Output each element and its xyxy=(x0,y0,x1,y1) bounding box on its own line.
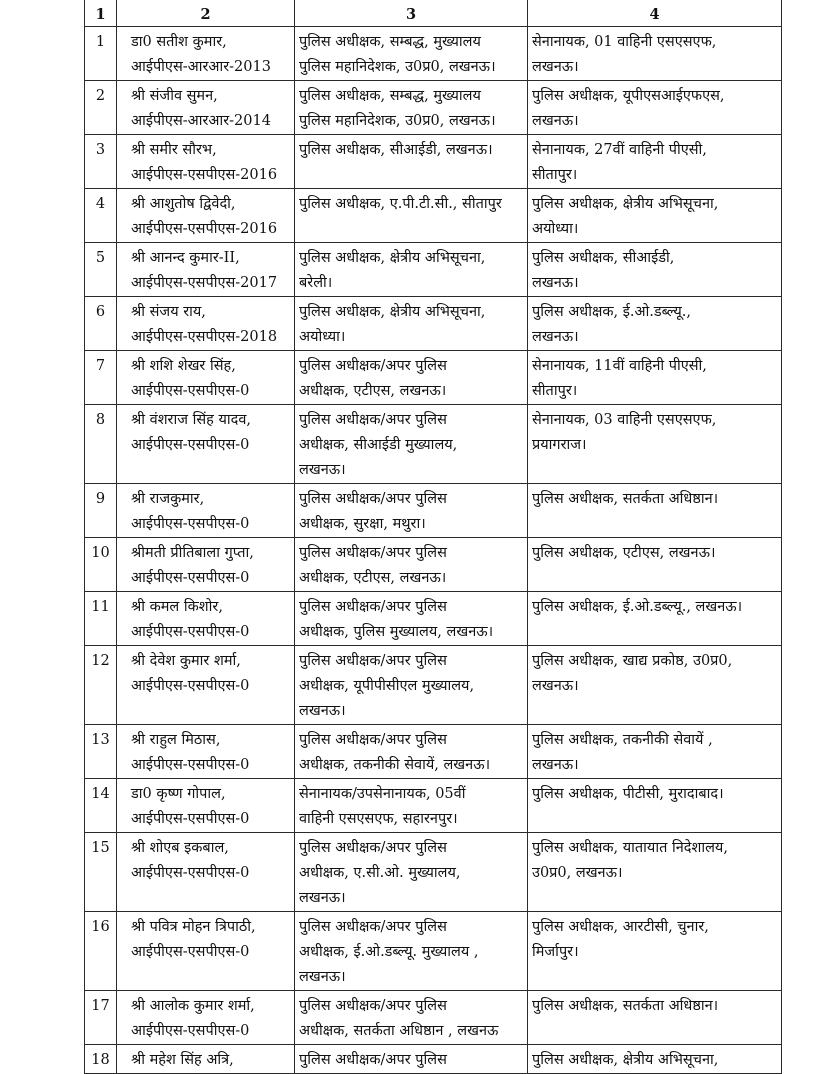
new-posting-cell xyxy=(528,646,782,725)
current-posting-line: वाहिनी एसएसएफ, सहारनपुर। xyxy=(299,811,458,827)
header-cell-1: 1 xyxy=(85,0,117,27)
table-row xyxy=(85,405,782,484)
table-row xyxy=(85,81,782,135)
current-posting-line: बरेली। xyxy=(299,275,333,291)
new-posting-line: उ0प्र0, लखनऊ। xyxy=(532,865,623,881)
table-row xyxy=(85,27,782,81)
serial-number-cell: 14 xyxy=(85,779,117,833)
new-posting-cell xyxy=(528,991,782,1045)
officer-name-line: श्री महेश सिंह अत्रि, xyxy=(131,1052,234,1068)
table-row xyxy=(85,189,782,243)
new-posting-line: पुलिस अधीक्षक, क्षेत्रीय अभिसूचना, xyxy=(532,1052,719,1068)
new-posting-cell xyxy=(528,833,782,912)
new-posting-line: सेनानायक, 27वीं वाहिनी पीएसी, xyxy=(532,142,707,158)
new-posting-line: सीतापुर। xyxy=(532,383,578,399)
officer-name-cell xyxy=(117,1045,295,1074)
officer-name-cell xyxy=(117,297,295,351)
serial-number-cell: 13 xyxy=(85,725,117,779)
new-posting-cell xyxy=(528,1045,782,1074)
header-cell-2: 2 xyxy=(117,0,295,27)
new-posting-line: सेनानायक, 11वीं वाहिनी पीएसी, xyxy=(532,358,707,374)
new-posting-cell xyxy=(528,243,782,297)
officer-name-line: श्री आलोक कुमार शर्मा, xyxy=(131,998,255,1014)
serial-number-cell: 16 xyxy=(85,912,117,991)
current-posting-line: पुलिस अधीक्षक/अपर पुलिस xyxy=(299,412,447,428)
officer-name-line: श्री आनन्द कुमार-II, xyxy=(131,250,240,266)
current-posting-cell xyxy=(295,81,528,135)
current-posting-line: अधीक्षक, एटीएस, लखनऊ। xyxy=(299,570,447,586)
officer-name-line: आईपीएस-एसपीएस-0 xyxy=(131,811,250,827)
current-posting-line: पुलिस महानिदेशक, उ0प्र0, लखनऊ। xyxy=(299,59,496,75)
new-posting-cell xyxy=(528,297,782,351)
serial-number-cell: 1 xyxy=(85,27,117,81)
new-posting-line: प्रयागराज। xyxy=(532,437,587,453)
officer-name-line: श्री देवेश कुमार शर्मा, xyxy=(131,653,241,669)
current-posting-line: पुलिस अधीक्षक/अपर पुलिस xyxy=(299,599,447,615)
current-posting-line: पुलिस अधीक्षक/अपर पुलिस xyxy=(299,653,447,669)
officer-name-cell xyxy=(117,725,295,779)
current-posting-cell xyxy=(295,912,528,991)
table-row xyxy=(85,135,782,189)
new-posting-line: पुलिस अधीक्षक, सतर्कता अधिष्ठान। xyxy=(532,491,719,507)
current-posting-cell xyxy=(295,297,528,351)
new-posting-cell xyxy=(528,135,782,189)
current-posting-line: अधीक्षक, ए.सी.ओ. मुख्यालय, xyxy=(299,865,461,881)
new-posting-cell xyxy=(528,189,782,243)
serial-number-cell: 11 xyxy=(85,592,117,646)
current-posting-line: पुलिस अधीक्षक, सम्बद्ध, मुख्यालय xyxy=(299,88,481,104)
serial-number-cell: 12 xyxy=(85,646,117,725)
officer-name-line: डा0 सतीश कुमार, xyxy=(131,34,227,50)
new-posting-line: पुलिस अधीक्षक, यातायात निदेशालय, xyxy=(532,840,728,856)
current-posting-line: पुलिस अधीक्षक, सम्बद्ध, मुख्यालय xyxy=(299,34,481,50)
officer-name-line: श्री संजीव सुमन, xyxy=(131,88,218,104)
new-posting-line: पुलिस अधीक्षक, तकनीकी सेवायें , xyxy=(532,732,713,748)
table-row xyxy=(85,243,782,297)
officer-name-cell xyxy=(117,27,295,81)
officer-name-line: श्री पवित्र मोहन त्रिपाठी, xyxy=(131,919,256,935)
current-posting-line: लखनऊ। xyxy=(299,462,346,478)
new-posting-line: पुलिस अधीक्षक, एटीएस, लखनऊ। xyxy=(532,545,716,561)
officer-name-cell xyxy=(117,779,295,833)
serial-number-cell: 3 xyxy=(85,135,117,189)
serial-number-cell: 9 xyxy=(85,484,117,538)
current-posting-line: अधीक्षक, एटीएस, लखनऊ। xyxy=(299,383,447,399)
officer-name-cell xyxy=(117,991,295,1045)
new-posting-cell xyxy=(528,538,782,592)
officer-name-line: आईपीएस-एसपीएस-2018 xyxy=(131,329,278,345)
officer-name-line: श्रीमती प्रीतिबाला गुप्ता, xyxy=(131,545,254,561)
officer-name-line: श्री आशुतोष द्विवेदी, xyxy=(131,196,236,212)
officer-name-cell xyxy=(117,592,295,646)
new-posting-cell xyxy=(528,27,782,81)
officer-name-line: आईपीएस-एसपीएस-0 xyxy=(131,516,250,532)
officer-name-cell xyxy=(117,189,295,243)
current-posting-cell xyxy=(295,351,528,405)
officer-name-line: श्री कमल किशोर, xyxy=(131,599,223,615)
new-posting-cell xyxy=(528,779,782,833)
current-posting-line: अधीक्षक, सतर्कता अधिष्ठान , लखनऊ xyxy=(299,1023,499,1039)
current-posting-line: पुलिस अधीक्षक, ए.पी.टी.सी., सीतापुर xyxy=(299,196,502,212)
officer-name-line: आईपीएस-एसपीएस-0 xyxy=(131,437,250,453)
header-row xyxy=(85,0,782,27)
new-posting-line: मिर्जापुर। xyxy=(532,944,579,960)
officer-name-cell xyxy=(117,646,295,725)
officer-name-line: श्री राजकुमार, xyxy=(131,491,205,507)
officer-name-cell xyxy=(117,484,295,538)
new-posting-line: पुलिस अधीक्षक, क्षेत्रीय अभिसूचना, xyxy=(532,196,719,212)
officer-name-line: आईपीएस-एसपीएस-0 xyxy=(131,757,250,773)
transfer-table xyxy=(84,0,782,1074)
current-posting-line: अधीक्षक, सुरक्षा, मथुरा। xyxy=(299,516,426,532)
officer-name-line: आईपीएस-एसपीएस-2017 xyxy=(131,275,278,291)
current-posting-line: पुलिस अधीक्षक, क्षेत्रीय अभिसूचना, xyxy=(299,250,486,266)
table-row xyxy=(85,646,782,725)
current-posting-line: अधीक्षक, ई.ओ.डब्ल्यू. मुख्यालय , xyxy=(299,944,479,960)
new-posting-cell xyxy=(528,912,782,991)
officer-name-line: श्री शोएब इकबाल, xyxy=(131,840,229,856)
current-posting-line: सेनानायक/उपसेनानायक, 05वीं xyxy=(299,786,466,802)
current-posting-line: पुलिस अधीक्षक/अपर पुलिस xyxy=(299,545,447,561)
officer-name-line: आईपीएस-एसपीएस-0 xyxy=(131,1023,250,1039)
officer-name-cell xyxy=(117,135,295,189)
new-posting-line: पुलिस अधीक्षक, सीआईडी, xyxy=(532,250,675,266)
table-body xyxy=(85,0,782,1074)
current-posting-cell xyxy=(295,1045,528,1074)
serial-number-cell: 18 xyxy=(85,1045,117,1074)
officer-name-cell xyxy=(117,405,295,484)
officer-name-cell xyxy=(117,538,295,592)
serial-number-cell: 7 xyxy=(85,351,117,405)
serial-number-cell: 10 xyxy=(85,538,117,592)
current-posting-line: अधीक्षक, यूपीपीसीएल मुख्यालय, xyxy=(299,678,475,694)
new-posting-line: पुलिस अधीक्षक, खाद्य प्रकोष्ठ, उ0प्र0, xyxy=(532,653,733,669)
new-posting-line: पुलिस अधीक्षक, सतर्कता अधिष्ठान। xyxy=(532,998,719,1014)
table-row xyxy=(85,725,782,779)
header-cell-3: 3 xyxy=(295,0,528,27)
new-posting-cell xyxy=(528,592,782,646)
current-posting-cell xyxy=(295,538,528,592)
officer-name-cell xyxy=(117,81,295,135)
new-posting-line: सेनानायक, 03 वाहिनी एसएसएफ, xyxy=(532,412,717,428)
officer-name-line: आईपीएस-एसपीएस-0 xyxy=(131,383,250,399)
current-posting-line: पुलिस अधीक्षक/अपर पुलिस xyxy=(299,1052,447,1068)
table-row xyxy=(85,351,782,405)
table-row xyxy=(85,833,782,912)
serial-number-cell: 2 xyxy=(85,81,117,135)
new-posting-line: पुलिस अधीक्षक, आरटीसी, चुनार, xyxy=(532,919,709,935)
officer-name-line: आईपीएस-एसपीएस-0 xyxy=(131,865,250,881)
officer-name-line: श्री वंशराज सिंह यादव, xyxy=(131,412,252,428)
new-posting-line: पुलिस अधीक्षक, ई.ओ.डब्ल्यू., लखनऊ। xyxy=(532,599,743,615)
table-row xyxy=(85,484,782,538)
new-posting-line: सीतापुर। xyxy=(532,167,578,183)
officer-name-line: आईपीएस-एसपीएस-0 xyxy=(131,944,250,960)
new-posting-cell xyxy=(528,725,782,779)
current-posting-cell xyxy=(295,405,528,484)
current-posting-line: अधीक्षक, तकनीकी सेवायें, लखनऊ। xyxy=(299,757,491,773)
current-posting-line: लखनऊ। xyxy=(299,703,346,719)
current-posting-line: पुलिस अधीक्षक, सीआईडी, लखनऊ। xyxy=(299,142,493,158)
current-posting-cell xyxy=(295,243,528,297)
current-posting-cell xyxy=(295,484,528,538)
new-posting-line: लखनऊ। xyxy=(532,329,579,345)
new-posting-cell xyxy=(528,405,782,484)
current-posting-line: पुलिस अधीक्षक/अपर पुलिस xyxy=(299,998,447,1014)
officer-name-cell xyxy=(117,243,295,297)
new-posting-line: लखनऊ। xyxy=(532,275,579,291)
current-posting-cell xyxy=(295,991,528,1045)
new-posting-line: पुलिस अधीक्षक, ई.ओ.डब्ल्यू., xyxy=(532,304,691,320)
table-row xyxy=(85,779,782,833)
current-posting-cell xyxy=(295,833,528,912)
new-posting-line: पुलिस अधीक्षक, यूपीएसआईएफएस, xyxy=(532,88,725,104)
current-posting-cell xyxy=(295,646,528,725)
officer-name-cell xyxy=(117,833,295,912)
officer-name-line: श्री समीर सौरभ, xyxy=(131,142,217,158)
current-posting-line: अयोध्या। xyxy=(299,329,346,345)
officer-name-cell xyxy=(117,912,295,991)
current-posting-cell xyxy=(295,27,528,81)
table-row xyxy=(85,1045,782,1074)
new-posting-line: लखनऊ। xyxy=(532,59,579,75)
current-posting-cell xyxy=(295,135,528,189)
current-posting-cell xyxy=(295,592,528,646)
new-posting-line: सेनानायक, 01 वाहिनी एसएसएफ, xyxy=(532,34,717,50)
officer-name-line: श्री शशि शेखर सिंह, xyxy=(131,358,236,374)
new-posting-line: पुलिस अधीक्षक, पीटीसी, मुरादाबाद। xyxy=(532,786,724,802)
current-posting-cell xyxy=(295,779,528,833)
serial-number-cell: 6 xyxy=(85,297,117,351)
new-posting-line: अयोध्या। xyxy=(532,221,579,237)
new-posting-cell xyxy=(528,484,782,538)
new-posting-cell xyxy=(528,351,782,405)
officer-name-cell xyxy=(117,351,295,405)
serial-number-cell: 15 xyxy=(85,833,117,912)
current-posting-line: लखनऊ। xyxy=(299,890,346,906)
current-posting-line: पुलिस अधीक्षक/अपर पुलिस xyxy=(299,919,447,935)
officer-name-line: आईपीएस-एसपीएस-0 xyxy=(131,678,250,694)
new-posting-cell xyxy=(528,81,782,135)
current-posting-line: अधीक्षक, पुलिस मुख्यालय, लखनऊ। xyxy=(299,624,494,640)
officer-name-line: आईपीएस-आरआर-2013 xyxy=(131,59,271,75)
serial-number-cell: 17 xyxy=(85,991,117,1045)
current-posting-line: पुलिस महानिदेशक, उ0प्र0, लखनऊ। xyxy=(299,113,496,129)
table-row xyxy=(85,912,782,991)
serial-number-cell: 8 xyxy=(85,405,117,484)
header-cell-4: 4 xyxy=(528,0,782,27)
serial-number-cell: 5 xyxy=(85,243,117,297)
new-posting-line: लखनऊ। xyxy=(532,757,579,773)
current-posting-line: पुलिस अधीक्षक/अपर पुलिस xyxy=(299,840,447,856)
officer-name-line: आईपीएस-एसपीएस-0 xyxy=(131,624,250,640)
officer-name-line: आईपीएस-एसपीएस-2016 xyxy=(131,167,278,183)
table-row xyxy=(85,297,782,351)
officer-name-line: आईपीएस-एसपीएस-2016 xyxy=(131,221,278,237)
table-row xyxy=(85,991,782,1045)
current-posting-cell xyxy=(295,189,528,243)
table-row xyxy=(85,592,782,646)
current-posting-line: अधीक्षक, सीआईडी मुख्यालय, xyxy=(299,437,458,453)
current-posting-line: पुलिस अधीक्षक/अपर पुलिस xyxy=(299,732,447,748)
officer-name-line: आईपीएस-एसपीएस-0 xyxy=(131,570,250,586)
officer-name-line: डा0 कृष्ण गोपाल, xyxy=(131,786,226,802)
new-posting-line: लखनऊ। xyxy=(532,113,579,129)
current-posting-line: पुलिस अधीक्षक/अपर पुलिस xyxy=(299,491,447,507)
officer-name-line: श्री राहुल मिठास, xyxy=(131,732,221,748)
officer-name-line: आईपीएस-आरआर-2014 xyxy=(131,113,271,129)
serial-number-cell: 4 xyxy=(85,189,117,243)
current-posting-line: पुलिस अधीक्षक/अपर पुलिस xyxy=(299,358,447,374)
new-posting-line: लखनऊ। xyxy=(532,678,579,694)
current-posting-cell xyxy=(295,725,528,779)
current-posting-line: लखनऊ। xyxy=(299,969,346,985)
table-row xyxy=(85,538,782,592)
current-posting-line: पुलिस अधीक्षक, क्षेत्रीय अभिसूचना, xyxy=(299,304,486,320)
officer-name-line: श्री संजय राय, xyxy=(131,304,206,320)
